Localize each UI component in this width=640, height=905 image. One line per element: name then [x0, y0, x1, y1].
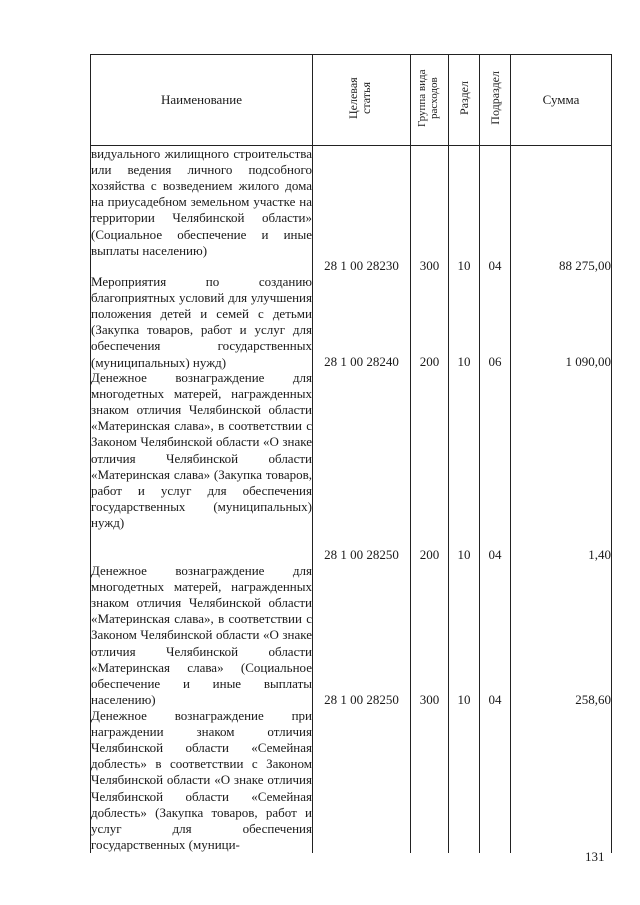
article-2: 28 1 00 28240 [324, 354, 399, 370]
sum-1: 88 275,00 [559, 258, 611, 274]
name-cell [91, 146, 313, 853]
sum-2: 1 090,00 [565, 354, 611, 370]
section-cell [449, 146, 480, 853]
table-body-row [91, 146, 612, 853]
subsection-cell [480, 146, 511, 853]
budget-table [90, 54, 612, 853]
sum-cell [511, 146, 612, 853]
header-subsection: Подраздел [480, 55, 511, 146]
group-3: 200 [419, 547, 440, 563]
sum-3: 1,40 [588, 547, 611, 563]
header-name: Наименование [91, 55, 313, 146]
subsection-4: 04 [488, 692, 502, 708]
table-header-row [91, 55, 612, 146]
group-2: 200 [419, 354, 440, 370]
row-text-3: Денежное вознаграждение для многодетных матерей, награжденных знаком отличия Челябинской области «Материнская слава», в соответствии с Законом Челябинской области «О знаке отличия Челябинской области «Материнская слава» (Закупка товаров, работ и услуг для обеспечения государственных (муниципальных) нужд) [91, 370, 312, 530]
subsection-2: 06 [488, 354, 502, 370]
header-section: Раздел [449, 55, 480, 146]
article-4: 28 1 00 28250 [324, 692, 399, 708]
section-2: 10 [457, 354, 471, 370]
sum-4: 258,60 [575, 692, 611, 708]
group-cell [411, 146, 449, 853]
header-expense-group: Группа вида расходов [411, 55, 449, 146]
group-1: 300 [419, 258, 440, 274]
subsection-3: 04 [488, 547, 502, 563]
group-4: 300 [419, 692, 440, 708]
section-4: 10 [457, 692, 471, 708]
header-target-article: Целевая статья [313, 55, 411, 146]
row-text-2: Мероприятия по созданию благоприятных условий для улучшения положения детей и семей с детьми (Закупка товаров, работ и услуг для обеспечения государственных (муниципальных) нужд) [91, 274, 312, 370]
article-1: 28 1 00 28230 [324, 258, 399, 274]
section-1: 10 [457, 258, 471, 274]
article-3: 28 1 00 28250 [324, 547, 399, 563]
row-text-5: Денежное вознаграждение при награждении знаком отличия Челябинской области «Семейная доблесть» в соответствии с Законом Челябинской области «О знаке отличия Челябинской области «Семейная доблесть» (Закупка товаров, работ и услуг для обеспечения государственных (муници- [91, 708, 312, 852]
subsection-1: 04 [488, 258, 502, 274]
row-text-4: Денежное вознаграждение для многодетных матерей, награжденных знаком отличия Челябинской области «Материнская слава», в соответствии с Законом Челябинской области «О знаке отличия Челябинской области «Материнская слава» (Социальное обеспечение и иные выплаты населению) [91, 563, 312, 707]
article-cell [313, 146, 411, 853]
section-3: 10 [457, 547, 471, 563]
row-text-1: видуального жилищного строительства или ведения личного подсобного хозяйства с возведением жилого дома на приусадебном земельном участке на территории Челябинской области» (Социальное обеспечение и иные выплаты населению) [91, 146, 312, 258]
page-number: 131 [585, 849, 605, 864]
header-sum: Сумма [511, 55, 612, 146]
